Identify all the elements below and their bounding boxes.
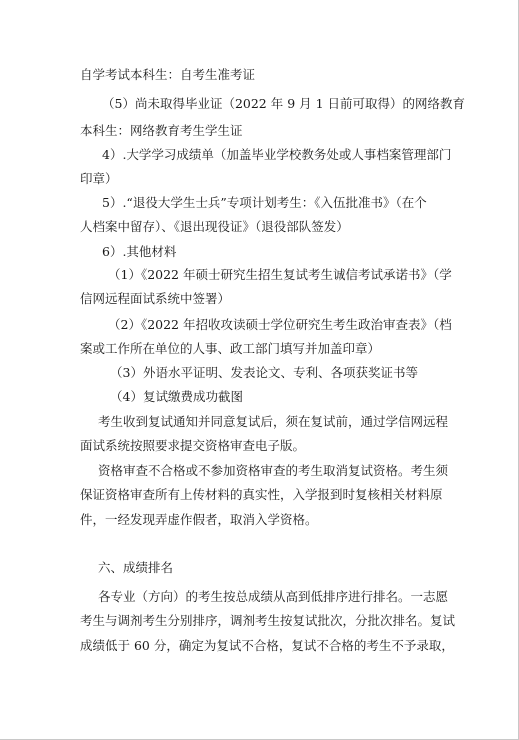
text-line: 面试系统按照要求提交资格审查电子版。 <box>80 438 306 453</box>
text-line: 资格审查不合格或不参加资格审查的考生取消复试资格。考生须 <box>98 463 449 478</box>
text-line: 考生与调剂考生分别排序，调剂考生按复试批次，分批次排名。复试 <box>80 613 456 628</box>
text-line: 各专业（方向）的考生按总成绩从高到低排序进行排名。一志愿 <box>98 589 449 604</box>
text-line: 成绩低于 60 分，确定为复试不合格，复试不合格的考生不予录取， <box>80 638 454 653</box>
text-line: （5）尚未取得毕业证（2022 年 9 月 1 日前可取得）的网络教育 <box>102 96 466 111</box>
text-line: 信网远程面试系统中签署） <box>80 291 231 306</box>
text-line: 本科生：网络教育考生学生证 <box>80 123 243 138</box>
text-line: （3）外语水平证明、发表论文、专利、各项获奖证书等 <box>110 365 418 380</box>
text-line: （2）《2022 年招收攻读硕士学位研究生考生政治审查表》（档 <box>108 317 452 332</box>
section-heading: 六、成绩排名 <box>98 560 174 575</box>
text-line: 考生收到复试通知并同意复试后，须在复试前，通过学信网远程 <box>98 414 449 429</box>
text-line: 印章） <box>80 171 118 186</box>
text-line: 保证资格审查所有上传材料的真实性，入学报到时复核相关材料原 <box>80 487 443 502</box>
text-line: （4）复试缴费成功截图 <box>110 389 243 404</box>
text-line: 人档案中留存）、《退出现役证》（退役部队签发） <box>80 219 349 234</box>
text-line: 件，一经发现弄虚作假者，取消入学资格。 <box>80 512 318 527</box>
text-line: 6）.其他材料 <box>102 244 177 259</box>
text-line: 自学考试本科生：自考生准考证 <box>80 67 256 82</box>
text-line: 4）.大学学习成绩单（加盖毕业学校教务处或人事档案管理部门 <box>102 147 452 162</box>
text-line: 案或工作所在单位的人事、政工部门填写并加盖印章） <box>80 341 381 356</box>
text-line: （1）《2022 年硕士研究生招生复试考生诚信考试承诺书》（学 <box>108 267 452 282</box>
text-line: 5）.“退役大学生士兵”专项计划考生：《入伍批准书》（在个 <box>102 195 427 210</box>
